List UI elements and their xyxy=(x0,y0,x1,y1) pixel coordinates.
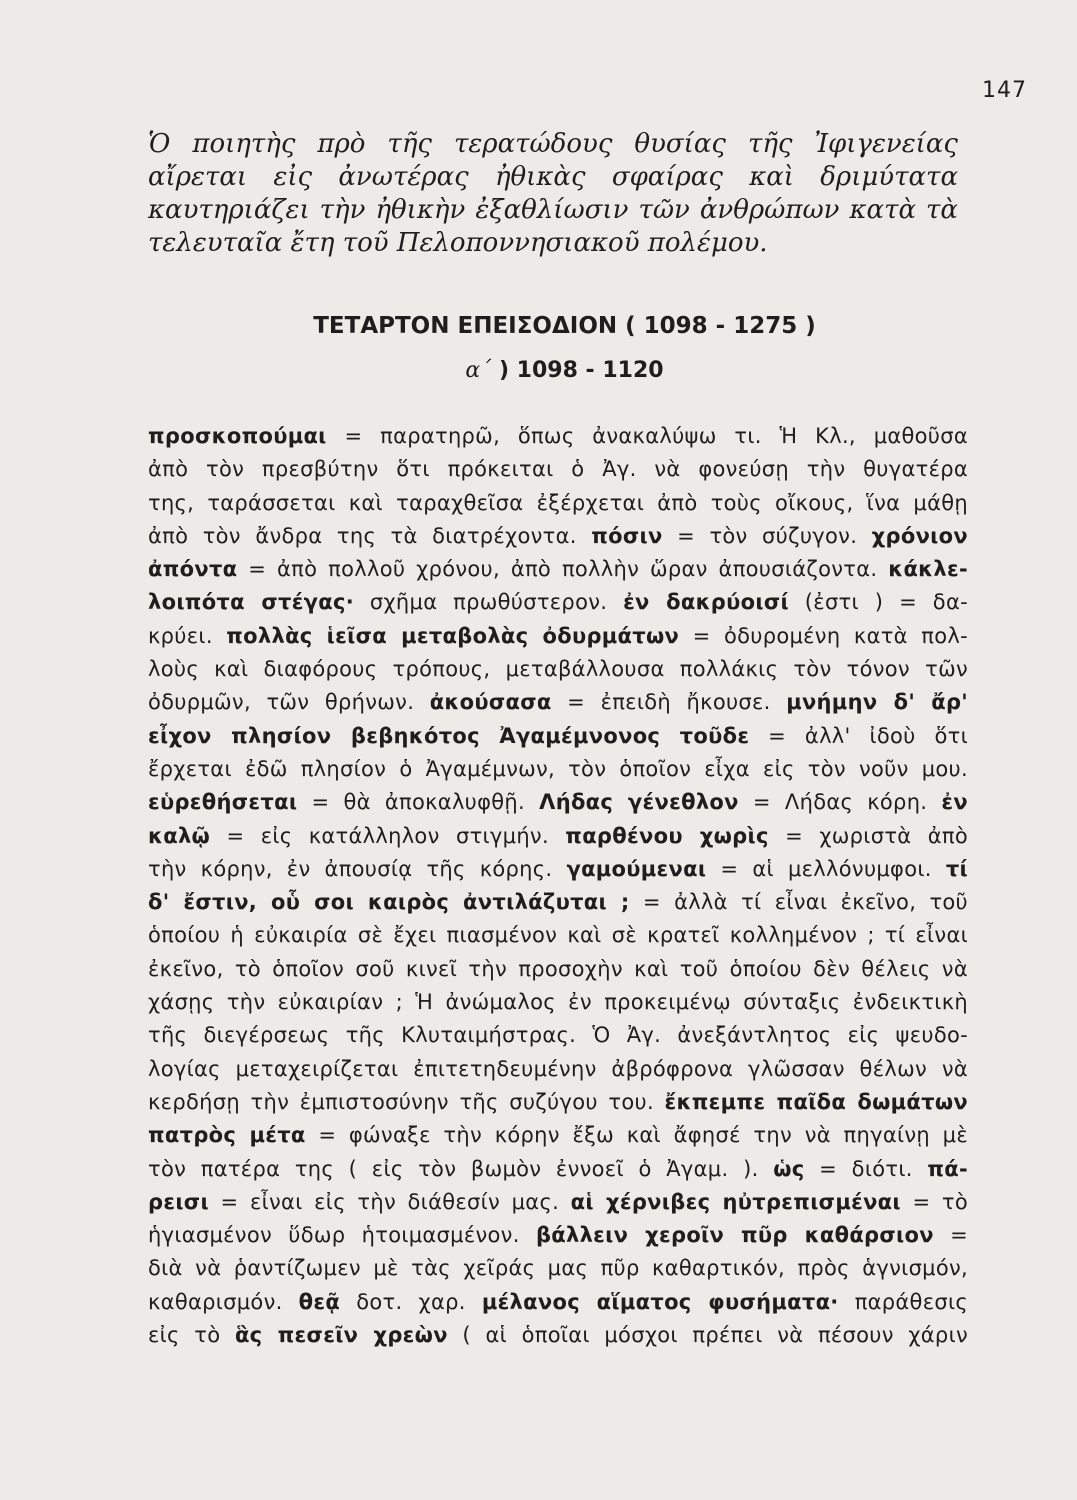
lemma-term: εἶχον πλησίον βεβηκότος Ἀγαμέμνονος τοῦδε xyxy=(148,723,750,748)
gloss-text: = xyxy=(933,1223,968,1248)
lemma-term: ἀκούσασα xyxy=(429,690,552,715)
lemma-term: ἐν δακρύοισί xyxy=(623,590,789,615)
gloss-text: λογίας μεταχειρίζεται ἐπιτετηδευμένην ἀβρόφρονα γλῶσσαν θέλων νὰ xyxy=(148,1056,968,1081)
commentary-line xyxy=(148,853,968,886)
lemma-term: ἐν xyxy=(941,790,968,815)
commentary-line xyxy=(148,1252,968,1285)
lemma-term: Λήδας γένεθλον xyxy=(539,790,739,815)
commentary-line xyxy=(148,720,968,753)
intro-paragraph: Ὁ ποιητὴς πρὸ τῆς τερατώδους θυσίας τῆς Ἰφιγενείας αἴρεται εἰς ἀνωτέρας ἠθικὰς σφαίρας καὶ δριμύτατα καυτηριάζει τὴν ἠθικὴν ἐξαθλίωσιν τῶν ἀνθρώπων κατὰ τὰ τελευταῖα ἔτη τοῦ Πελοποννησιακοῦ πολέμου. xyxy=(148,129,958,258)
gloss-text: = παρατηρῶ, ὅπως ἀνακαλύψω τι. Ἡ Κλ., μαθοῦσα xyxy=(326,424,968,448)
lemma-term: τί xyxy=(945,856,968,881)
commentary-line xyxy=(148,1219,968,1252)
lemma-term: βάλλειν χεροῖν πῦρ καθάρσιον xyxy=(535,1223,934,1248)
commentary-line xyxy=(148,586,968,619)
gloss-text: τῆς διεγέρσεως τῆς Κλυταιμήστρας. Ὁ Ἀγ. ἀνεξάντλητος εἰς ψευδο- xyxy=(148,1023,968,1048)
lemma-term: εὑρεθήσεται xyxy=(148,790,298,815)
gloss-text: καθαρισμόν. xyxy=(148,1289,299,1314)
gloss-text: τὸν πατέρα της ( εἰς τὸν βωμὸν ἐννοεῖ ὁ Ἀγαμ. ). xyxy=(148,1156,774,1181)
commentary-line xyxy=(148,620,968,653)
commentary-line xyxy=(148,1186,968,1219)
commentary-line xyxy=(148,520,968,553)
commentary-line xyxy=(148,653,968,686)
lemma-term: μνήμην δ' ἄρ' xyxy=(786,690,968,715)
commentary-line xyxy=(148,1119,968,1152)
gloss-text: κερδήσῃ τὴν ἐμπιστοσύνην τῆς συζύγου του. xyxy=(148,1089,665,1114)
gloss-text: (ἐστι ) = δα- xyxy=(788,590,968,615)
lemma-term: θεᾷ xyxy=(298,1289,341,1314)
gloss-text: δοτ. χαρ. xyxy=(340,1289,482,1314)
commentary-line xyxy=(148,820,968,853)
commentary-line xyxy=(148,487,968,520)
gloss-text: ἀπὸ τὸν πρεσβύτην ὅτι πρόκειται ὁ Ἀγ. νὰ φονεύσῃ τὴν θυγατέρα xyxy=(148,457,968,482)
commentary-line xyxy=(148,1286,968,1319)
commentary-line xyxy=(148,753,968,786)
commentary-line xyxy=(148,1153,968,1186)
lemma-term: δ' ἔστιν, οὗ σοι καιρὸς ἀντιλάζυται ; xyxy=(148,890,630,915)
commentary-line xyxy=(148,919,968,952)
gloss-text: παράθεσις xyxy=(838,1289,968,1314)
commentary-line xyxy=(148,420,968,453)
gloss-text: ἐκεῖνο, τὸ ὁποῖον σοῦ κινεῖ τὴν προσοχὴν καὶ τοῦ ὁποίου δὲν θέλεις νὰ xyxy=(148,956,968,981)
gloss-text: ἡγιασμένον ὕδωρ ἡτοιμασμένον. xyxy=(148,1223,536,1248)
gloss-text: ὀδυρμῶν, τῶν θρήνων. xyxy=(148,690,430,715)
gloss-text: = τὸν σύζυγον. xyxy=(662,523,872,548)
lemma-term: πά- xyxy=(927,1156,968,1181)
lemma-term: πόσιν xyxy=(591,523,663,548)
gloss-text: = εἶναι εἰς τὴν διάθεσίν μας. xyxy=(208,1189,571,1214)
gloss-text: κρύει. xyxy=(148,623,227,648)
gloss-text: χάσῃς τὴν εὐκαιρίαν ; Ἡ ἀνώμαλος ἐν προκειμένῳ σύνταξις ἐνδεικτικὴ xyxy=(148,990,968,1015)
lemma-term: ἔκπεμπε παῖδα δωμάτων xyxy=(664,1089,968,1114)
commentary-line xyxy=(148,953,968,986)
gloss-text: της, ταράσσεται καὶ ταραχθεῖσα ἐξέρχεται ἀπὸ τοὺς οἴκους, ἵνα μάθῃ xyxy=(148,490,968,515)
commentary-line xyxy=(148,986,968,1019)
gloss-text: = αἱ μελλόνυμφοι. xyxy=(706,856,946,881)
lemma-term: χρόνιον xyxy=(871,523,968,548)
lemma-term: ρεισι xyxy=(148,1189,209,1214)
lemma-term: μέλανος αἵματος φυσήματα· xyxy=(481,1289,839,1314)
gloss-text: ( αἱ ὁποῖαι μόσχοι πρέπει νὰ πέσουν χάριν xyxy=(447,1323,968,1348)
gloss-text: ὁποίου ἡ εὐκαιρία σὲ ἔχει πιασμένον καὶ σὲ κρατεῖ κολλημένον ; τί εἶναι xyxy=(148,923,968,948)
lemma-term: λοιπότα στέγας· xyxy=(148,590,355,615)
lemma-term: πατρὸς μέτα xyxy=(148,1123,306,1148)
gloss-text: λοὺς καὶ διαφόρους τρόπους, μεταβάλλουσα πολλάκις τὸν τόνον τῶν xyxy=(148,657,968,682)
gloss-text: σχῆμα πρωθύστερον. xyxy=(354,590,624,615)
subsection-range: ) 1098 - 1120 xyxy=(498,358,664,383)
lemma-term: καλῷ xyxy=(148,823,211,848)
gloss-text: ἀπὸ τὸν ἄνδρα της τὰ διατρέχοντα. xyxy=(148,523,592,548)
gloss-text: ἔρχεται ἐδῶ πλησίον ὁ Ἀγαμέμνων, τὸν ὁποῖον εἶχα εἰς τὸν νοῦν μου. xyxy=(148,756,968,781)
gloss-text: διὰ νὰ ῥαντίζωμεν μὲ τὰς χεῖράς μας πῦρ καθαρτικόν, πρὸς ἁγνισμόν, xyxy=(148,1256,968,1281)
commentary-line xyxy=(148,453,968,486)
lemma-term: πολλὰς ἱεῖσα μεταβολὰς ὀδυρμάτων xyxy=(226,623,680,648)
lemma-term: κάκλε- xyxy=(888,557,968,582)
section-heading: ΤΕΤΑΡΤΟΝ ΕΠΕΙΣΟΔΙΟΝ ( 1098 - 1275 ) xyxy=(313,313,816,339)
commentary-text xyxy=(148,420,968,1352)
gloss-text: = ἀπὸ πολλοῦ χρόνου, ἀπὸ πολλὴν ὥραν ἀπουσιάζοντα. xyxy=(237,557,889,582)
gloss-text: = θὰ ἀποκαλυφθῇ. xyxy=(297,790,540,815)
commentary-line xyxy=(148,1086,968,1119)
gloss-text: = ἐπειδὴ ἤκουσε. xyxy=(551,690,787,715)
gloss-text: = φώναξε τὴν κόρην ἔξω καὶ ἄφησέ την νὰ πηγαίνῃ μὲ xyxy=(305,1123,968,1148)
commentary-line xyxy=(148,1019,968,1052)
gloss-text: = ἀλλὰ τί εἶναι ἐκεῖνο, τοῦ xyxy=(629,890,968,915)
gloss-text: = διότι. xyxy=(804,1156,928,1181)
commentary-line xyxy=(148,786,968,819)
gloss-text: = τὸ xyxy=(900,1189,968,1214)
gloss-text: = χωριστὰ ἀπὸ xyxy=(768,823,968,848)
commentary-line xyxy=(148,1319,968,1352)
lemma-term: ὡς xyxy=(773,1156,805,1181)
gloss-text: = ὀδυρομένη κατὰ πολ- xyxy=(679,623,968,648)
gloss-text: = εἰς κατάλληλον στιγμήν. xyxy=(210,823,566,848)
lemma-term: ἃς πεσεῖν χρεὼν xyxy=(234,1323,448,1348)
gloss-text: = ἀλλ' ἰδοὺ ὅτι xyxy=(749,723,968,748)
gloss-text: = Λήδας κόρη. xyxy=(738,790,942,815)
lemma-term: ἀπόντα xyxy=(148,557,238,582)
subsection-label: α΄ xyxy=(465,358,492,383)
subsection-heading xyxy=(26,358,1077,383)
gloss-text: εἰς τὸ xyxy=(148,1323,235,1348)
page-number: 147 xyxy=(982,78,1027,103)
commentary-line xyxy=(148,686,968,719)
gloss-text: τὴν κόρην, ἐν ἀπουσίᾳ τῆς κόρης. xyxy=(148,856,567,881)
lemma-term: προσκοπούμαι xyxy=(148,424,327,448)
commentary-line xyxy=(148,553,968,586)
lemma-term: παρθένου χωρὶς xyxy=(565,823,769,848)
commentary-line xyxy=(148,886,968,919)
commentary-line xyxy=(148,1053,968,1086)
lemma-term: γαμούμεναι xyxy=(566,856,707,881)
lemma-term: αἱ χέρνιβες ηὐτρεπισμέναι xyxy=(570,1189,901,1214)
